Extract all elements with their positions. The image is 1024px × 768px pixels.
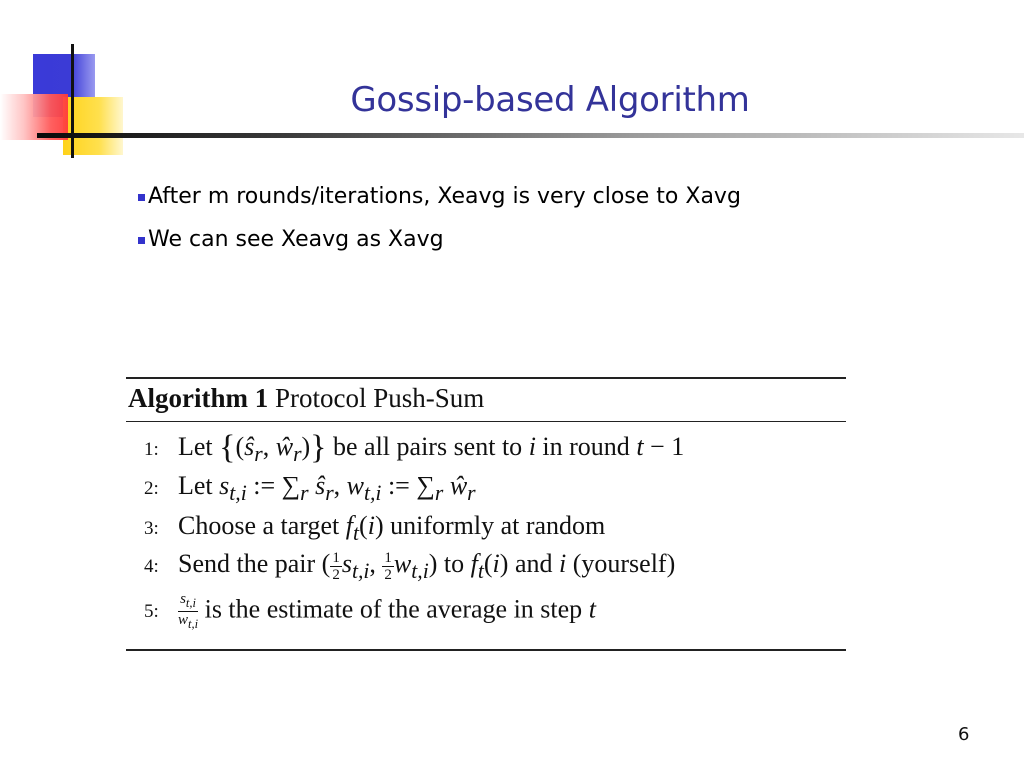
- page-number: 6: [958, 724, 970, 745]
- bullet-item: We can see Xeavg as Xavg: [138, 223, 778, 256]
- algorithm-line-4: 4: Send the pair ( $\frac{1}{2}$ $s_{t,i}$, $\frac{1}{2}$ $w_{t,i}$) to $f_t(i)$ and i (yourself): [144, 549, 676, 584]
- bullet-list: [138, 180, 778, 266]
- algorithm-header-rule: [126, 421, 846, 422]
- algorithm-line-2: 2: Let $s_{t,i}$ := $\sum_r$ $ŝ_r$, $w_{t,i}$ := $\sum_r$ $ŵ_r$: [144, 471, 476, 506]
- algorithm-label: Algorithm 1: [128, 383, 269, 413]
- bullet-square-icon: [138, 237, 145, 244]
- algorithm-header: [128, 383, 484, 414]
- algorithm-line-3: 3: Choose a target $f_t(i)$ uniformly at random: [144, 511, 606, 546]
- bullet-square-icon: [138, 194, 145, 201]
- algorithm-bottom-rule: [126, 649, 846, 651]
- algorithm-top-rule: [126, 377, 846, 379]
- algorithm-line-5: 5: $\frac{s_{t,i}}{w_{t,i}}$ is the estimate of the average in step t: [144, 591, 596, 631]
- algorithm-name: Protocol Push-Sum: [274, 383, 485, 413]
- bullet-item: After m rounds/iterations, Xeavg is very close to Xavg: [138, 180, 778, 213]
- title-underline: [37, 133, 1024, 138]
- slide-title: Gossip-based Algorithm: [350, 80, 750, 120]
- algorithm-box: [126, 377, 846, 651]
- algorithm-line-1: 1: Let {($ŝ_r$, $ŵ_r$)} be all pairs sent to i in round t − 1: [144, 429, 685, 467]
